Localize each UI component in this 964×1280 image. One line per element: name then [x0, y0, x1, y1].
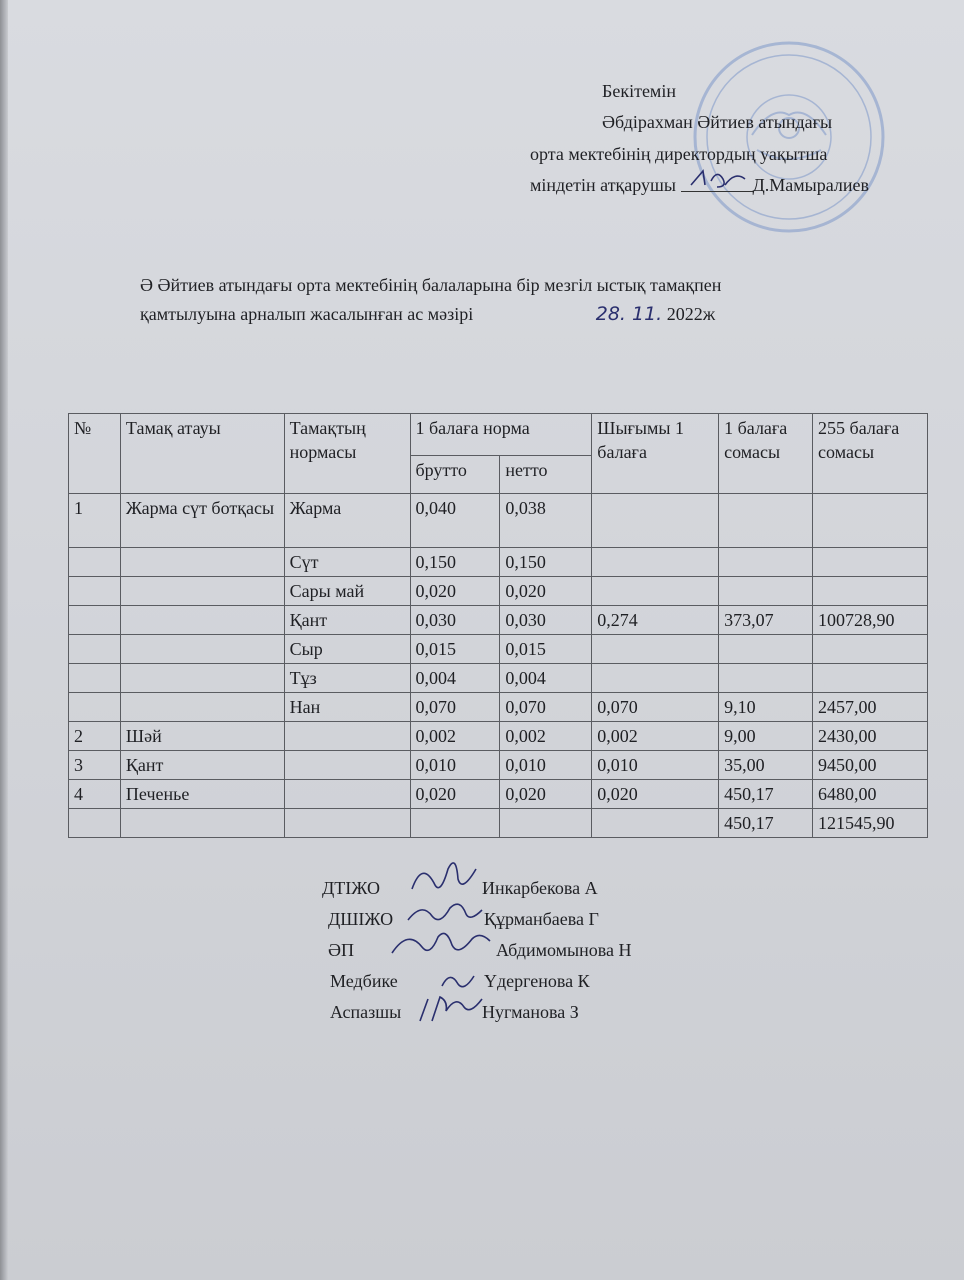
- cell-food-name: [120, 635, 284, 664]
- cell-brutto: 0,015: [410, 635, 500, 664]
- cell-output: 0,002: [592, 722, 719, 751]
- cell-sum-one: 450,17: [719, 780, 813, 809]
- cell-brutto: 0,030: [410, 606, 500, 635]
- cell-sum-all: [813, 494, 928, 548]
- cell-sum-all: [813, 664, 928, 693]
- table-row: [69, 780, 928, 809]
- cell-ingredient: Нан: [284, 693, 410, 722]
- cell-netto: 0,015: [500, 635, 592, 664]
- cell-ingredient: [284, 809, 410, 838]
- cell-food-name: [120, 809, 284, 838]
- cell-sum-all: 9450,00: [813, 751, 928, 780]
- cell-food-name: [120, 577, 284, 606]
- table-row: [69, 494, 928, 548]
- cell-brutto: 0,010: [410, 751, 500, 780]
- approval-line-1: Бекітемін: [602, 81, 676, 101]
- cell-sum-one: 9,00: [719, 722, 813, 751]
- cell-netto: 0,030: [500, 606, 592, 635]
- cell-food-name: [120, 548, 284, 577]
- cell-food-name: Печенье: [120, 780, 284, 809]
- header-num: №: [69, 414, 121, 494]
- cell-num: [69, 635, 121, 664]
- approval-line-2: Әбдірахман Әйтиев атындағы: [602, 112, 833, 132]
- cell-sum-all: 100728,90: [813, 606, 928, 635]
- cell-ingredient: Сүт: [284, 548, 410, 577]
- signature-role: ДШІЖО: [328, 909, 394, 929]
- cell-food-name: [120, 606, 284, 635]
- signature-role: ДТІЖО: [322, 878, 380, 898]
- table-row: [69, 664, 928, 693]
- header-sum-255: 255 балаға сомасы: [813, 414, 928, 494]
- cell-sum-all: 2457,00: [813, 693, 928, 722]
- signature-role: Аспазшы: [330, 1002, 402, 1022]
- cell-brutto: [410, 809, 500, 838]
- header-output: Шығымы 1 балаға: [592, 414, 719, 494]
- director-signature: [681, 173, 753, 192]
- cell-output: [592, 635, 719, 664]
- cell-sum-all: [813, 548, 928, 577]
- cell-ingredient: Сыр: [284, 635, 410, 664]
- cell-sum-one: [719, 635, 813, 664]
- signature-name: Абдимомынова Н: [496, 940, 632, 960]
- cell-netto: 0,004: [500, 664, 592, 693]
- cell-food-name: [120, 664, 284, 693]
- table-row: [69, 606, 928, 635]
- cell-output: 0,010: [592, 751, 719, 780]
- cell-ingredient: [284, 751, 410, 780]
- signature-role: ӘП: [328, 940, 354, 960]
- table-row: [69, 722, 928, 751]
- cell-food-name: Жарма сүт ботқасы: [120, 494, 284, 548]
- approval-line-3: орта мектебінің директордың уақытша: [530, 144, 828, 164]
- cell-netto: 0,002: [500, 722, 592, 751]
- header-brutto: брутто: [410, 456, 500, 494]
- cell-sum-all: 2430,00: [813, 722, 928, 751]
- signature-name: Инкарбекова А: [482, 878, 598, 898]
- paper-edge: [0, 0, 8, 1280]
- header-sum-one: 1 балаға сомасы: [719, 414, 813, 494]
- header-food-norm: Тамақтың нормасы: [284, 414, 410, 494]
- cell-sum-all: 121545,90: [813, 809, 928, 838]
- handwritten-date: 28. 11.: [595, 303, 663, 325]
- cell-brutto: 0,020: [410, 780, 500, 809]
- header-norm-per-child: 1 балаға норма: [410, 414, 592, 456]
- table-row: [69, 751, 928, 780]
- cell-brutto: 0,150: [410, 548, 500, 577]
- cell-num: 2: [69, 722, 121, 751]
- signature-role: Медбике: [330, 971, 398, 991]
- cell-brutto: 0,040: [410, 494, 500, 548]
- cell-sum-one: 35,00: [719, 751, 813, 780]
- cell-netto: 0,010: [500, 751, 592, 780]
- cell-brutto: 0,002: [410, 722, 500, 751]
- cell-netto: 0,038: [500, 494, 592, 548]
- cell-netto: 0,150: [500, 548, 592, 577]
- cell-sum-one: [719, 664, 813, 693]
- menu-table: [68, 413, 928, 838]
- cell-food-name: Шәй: [120, 722, 284, 751]
- cell-output: [592, 494, 719, 548]
- cell-output: 0,274: [592, 606, 719, 635]
- handwritten-signature: [414, 987, 490, 1031]
- handwritten-signature: [386, 925, 498, 965]
- cell-sum-one: 450,17: [719, 809, 813, 838]
- cell-output: [592, 664, 719, 693]
- cell-ingredient: Жарма: [284, 494, 410, 548]
- signature-name: Нугманова З: [482, 1002, 579, 1022]
- cell-num: [69, 606, 121, 635]
- cell-food-name: Қант: [120, 751, 284, 780]
- document-title: [140, 271, 721, 329]
- signature-name: Құрманбаева Г: [484, 909, 599, 929]
- table-row: [69, 635, 928, 664]
- cell-num: 1: [69, 494, 121, 548]
- cell-netto: [500, 809, 592, 838]
- cell-brutto: 0,020: [410, 577, 500, 606]
- cell-num: 3: [69, 751, 121, 780]
- cell-sum-all: [813, 577, 928, 606]
- signature-name: Үдергенова К: [484, 971, 590, 991]
- cell-sum-one: 9,10: [719, 693, 813, 722]
- cell-num: [69, 693, 121, 722]
- cell-num: [69, 548, 121, 577]
- title-line-1: Ә Әйтиев атындағы орта мектебінің балаларына бір мезгіл ыстық тамақпен: [140, 275, 722, 295]
- cell-sum-all: [813, 635, 928, 664]
- cell-num: 4: [69, 780, 121, 809]
- header-food-name: Тамақ атауы: [120, 414, 284, 494]
- cell-sum-one: [719, 548, 813, 577]
- cell-brutto: 0,004: [410, 664, 500, 693]
- cell-brutto: 0,070: [410, 693, 500, 722]
- table-row: [69, 809, 928, 838]
- cell-num: [69, 577, 121, 606]
- cell-netto: 0,020: [500, 780, 592, 809]
- table-row: [69, 548, 928, 577]
- cell-output: [592, 809, 719, 838]
- cell-output: [592, 548, 719, 577]
- cell-output: 0,070: [592, 693, 719, 722]
- cell-ingredient: [284, 780, 410, 809]
- year-label: 2022ж: [666, 304, 716, 324]
- cell-output: 0,020: [592, 780, 719, 809]
- cell-ingredient: Сары май: [284, 577, 410, 606]
- table-row: [69, 693, 928, 722]
- table-row: [69, 577, 928, 606]
- header-netto: нетто: [500, 456, 592, 494]
- cell-netto: 0,020: [500, 577, 592, 606]
- cell-ingredient: [284, 722, 410, 751]
- cell-netto: 0,070: [500, 693, 592, 722]
- cell-ingredient: Тұз: [284, 664, 410, 693]
- cell-output: [592, 577, 719, 606]
- cell-num: [69, 809, 121, 838]
- cell-sum-all: 6480,00: [813, 780, 928, 809]
- approval-line-4: міндетін атқарушы Д.Мамыралиев: [530, 170, 869, 201]
- cell-sum-one: [719, 577, 813, 606]
- cell-ingredient: Қант: [284, 606, 410, 635]
- title-line-2: қамтылуына арналып жасалынған ас мәзірі 28. 11. 2022ж: [140, 303, 716, 325]
- cell-food-name: [120, 693, 284, 722]
- cell-sum-one: 373,07: [719, 606, 813, 635]
- cell-sum-one: [719, 494, 813, 548]
- cell-num: [69, 664, 121, 693]
